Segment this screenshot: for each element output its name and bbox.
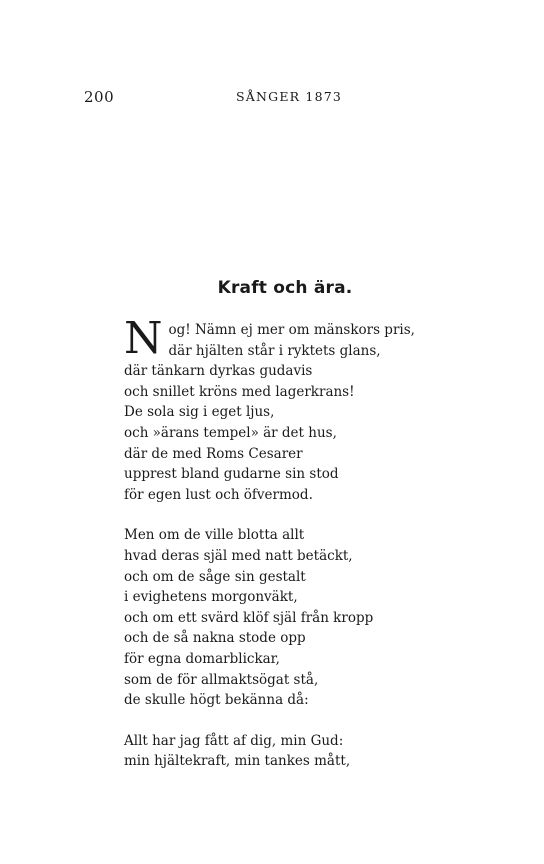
poem-line: min hjältekraft, min tankes mått,	[124, 753, 351, 770]
poem-line: Men om de ville blotta allt	[124, 527, 305, 544]
poem-line: och om de såge sin gestalt	[124, 568, 306, 585]
poem-line: De sola sig i eget ljus,	[124, 404, 275, 421]
running-head	[0, 88, 544, 108]
poem-line: och om ett svärd klöf själ från kropp	[124, 609, 374, 626]
poem-line: de skulle högt bekänna då:	[124, 692, 309, 709]
poem-title: Kraft och ära.	[217, 278, 353, 298]
poem-line: där hjälten står i ryktets glans,	[168, 342, 381, 359]
opening-block	[124, 313, 464, 364]
poem-line: och de så nakna stode opp	[124, 630, 306, 647]
stanza-1	[124, 313, 464, 505]
poem-line: upprest bland gudarne sin stod	[124, 466, 339, 483]
poem-line: og! Nämn ej mer om mänskors pris,	[168, 322, 415, 338]
running-title: SÅNGER 1873	[236, 89, 343, 104]
poem-line: och »ärans tempel» är det hus,	[124, 424, 337, 441]
stanza-2	[124, 525, 464, 710]
page-number: 200	[84, 88, 115, 106]
indented-lines	[169, 320, 465, 361]
poem-line: som de för allmaktsögat stå,	[124, 671, 319, 688]
poem-line: för egna domarblickar,	[124, 650, 280, 667]
poem-line: hvad deras själ med natt betäckt,	[124, 547, 353, 564]
poem-line: för egen lust och öfvermod.	[124, 486, 313, 503]
poem-body	[124, 313, 464, 772]
poem-line: där de med Roms Cesarer	[124, 445, 303, 462]
drop-cap: N	[124, 313, 163, 364]
poem-line: och snillet kröns med lagerkrans!	[124, 383, 355, 400]
stanza-3	[124, 731, 464, 772]
poem-line: Allt har jag fått af dig, min Gud:	[124, 732, 344, 749]
poem-line: i evighetens morgonväkt,	[124, 589, 298, 606]
poem-line: där tänkarn dyrkas gudavis	[124, 363, 313, 380]
